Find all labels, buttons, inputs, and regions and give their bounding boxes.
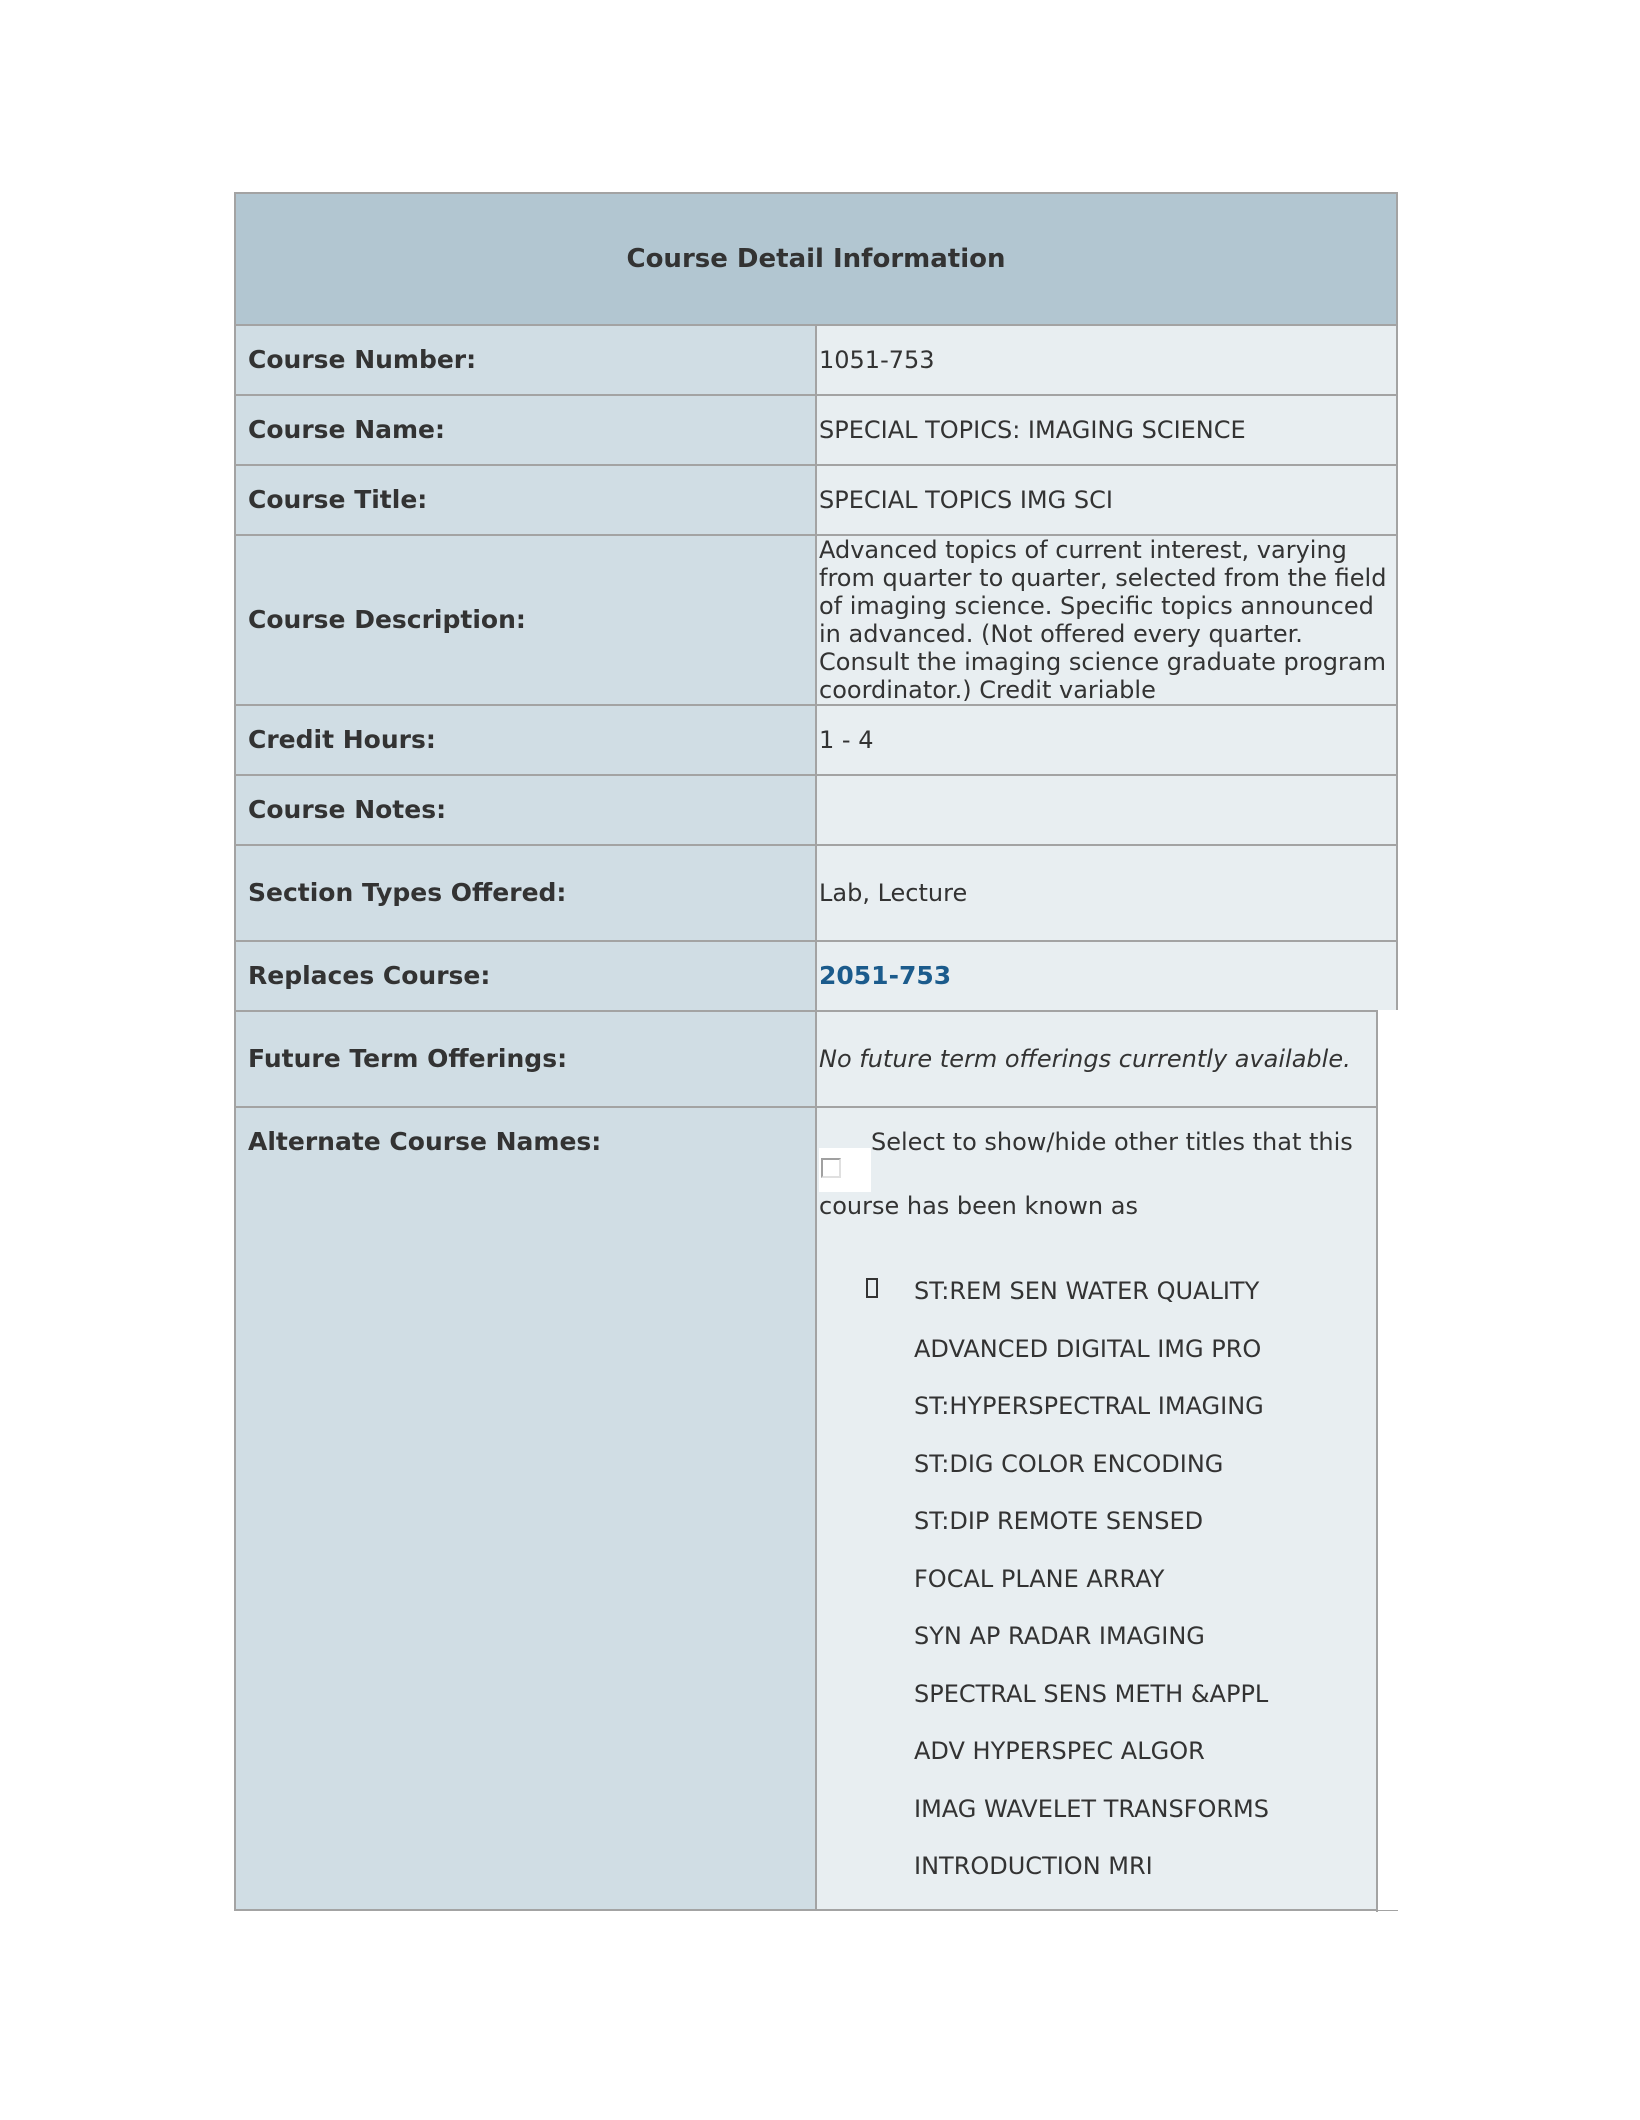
- course-title-label: Course Title:: [235, 465, 816, 535]
- alternate-name-item: [914, 1276, 1396, 1334]
- section-types-label: Section Types Offered:: [235, 845, 816, 941]
- replaces-course-link[interactable]: 2051-753: [819, 961, 952, 990]
- future-term-value: No future term offerings currently available.: [816, 1011, 1397, 1107]
- course-description-value: Advanced topics of current interest, varying from quarter to quarter, selected from the field of imaging science. Specific topics announced in advanced. (Not offered every quarter. Consult the imaging science graduate program coordinator.) Credit variable: [816, 535, 1397, 705]
- alternate-name-text: IMAG WAVELET TRANSFORMS: [914, 1794, 1269, 1823]
- alternate-name-text: ADVANCED DIGITAL IMG PRO: [914, 1334, 1262, 1363]
- alternate-name-text: SYN AP RADAR IMAGING: [914, 1622, 1205, 1650]
- alternate-names-list: [819, 1276, 1396, 1909]
- course-name-row: [235, 395, 1397, 465]
- table-header: Course Detail Information: [235, 193, 1397, 325]
- right-edge-rule: [1376, 1012, 1378, 1912]
- alternate-names-toggle: [819, 1108, 1396, 1220]
- course-number-row: [235, 325, 1397, 395]
- alternate-name-item: [914, 1736, 1396, 1794]
- alternate-name-text: ST:DIG COLOR ENCODING: [914, 1449, 1224, 1478]
- course-detail-table: [234, 192, 1398, 1911]
- right-edge-mask: [1378, 1010, 1400, 1910]
- list-bullet-icon: [866, 1278, 878, 1298]
- course-notes-label: Course Notes:: [235, 775, 816, 845]
- replaces-course-cell: [816, 941, 1397, 1011]
- course-name-label: Course Name:: [235, 395, 816, 465]
- alternate-name-item: [914, 1391, 1396, 1449]
- alternate-name-item: [914, 1794, 1396, 1852]
- alternate-name-text: SPECTRAL SENS METH &APPL: [914, 1679, 1269, 1708]
- credit-hours-value: 1 - 4: [816, 705, 1397, 775]
- toggle-text: Select to show/hide other titles that this course has been known as: [819, 1128, 1353, 1220]
- alternate-name-item: [914, 1449, 1396, 1507]
- course-title-row: [235, 465, 1397, 535]
- replaces-course-row: [235, 941, 1397, 1011]
- alternate-name-text: INTRODUCTION MRI: [914, 1852, 1153, 1880]
- alternate-name-item: [914, 1334, 1396, 1392]
- alternate-name-item: [914, 1564, 1396, 1622]
- future-term-row: [235, 1011, 1397, 1107]
- alternate-name-item: [914, 1851, 1396, 1909]
- alternate-name-item: [914, 1621, 1396, 1679]
- course-number-label: Course Number:: [235, 325, 816, 395]
- section-types-value: Lab, Lecture: [816, 845, 1397, 941]
- alternate-name-text: ST:REM SEN WATER QUALITY: [914, 1277, 1260, 1305]
- section-types-row: [235, 845, 1397, 941]
- alternate-name-text: FOCAL PLANE ARRAY: [914, 1564, 1165, 1593]
- replaces-course-label: Replaces Course:: [235, 941, 816, 1011]
- course-title-value: SPECIAL TOPICS IMG SCI: [816, 465, 1397, 535]
- alternate-names-cell: [816, 1107, 1397, 1910]
- credit-hours-label: Credit Hours:: [235, 705, 816, 775]
- future-term-label: Future Term Offerings:: [235, 1011, 816, 1107]
- alternate-names-label: Alternate Course Names:: [235, 1107, 816, 1910]
- credit-hours-row: [235, 705, 1397, 775]
- course-description-row: [235, 535, 1397, 705]
- alternate-name-item: [914, 1506, 1396, 1564]
- alternate-names-row: [235, 1107, 1397, 1910]
- alternate-name-text: ST:DIP REMOTE SENSED: [914, 1507, 1204, 1535]
- alternate-name-text: ADV HYPERSPEC ALGOR: [914, 1737, 1205, 1765]
- toggle-checkbox[interactable]: [819, 1148, 871, 1192]
- alternate-name-text: ST:HYPERSPECTRAL IMAGING: [914, 1392, 1264, 1420]
- course-name-value: SPECIAL TOPICS: IMAGING SCIENCE: [816, 395, 1397, 465]
- alternate-name-item: [914, 1679, 1396, 1737]
- course-notes-row: [235, 775, 1397, 845]
- course-description-label: Course Description:: [235, 535, 816, 705]
- course-notes-value: [816, 775, 1397, 845]
- checkbox-box[interactable]: [821, 1158, 841, 1178]
- course-number-value: 1051-753: [816, 325, 1397, 395]
